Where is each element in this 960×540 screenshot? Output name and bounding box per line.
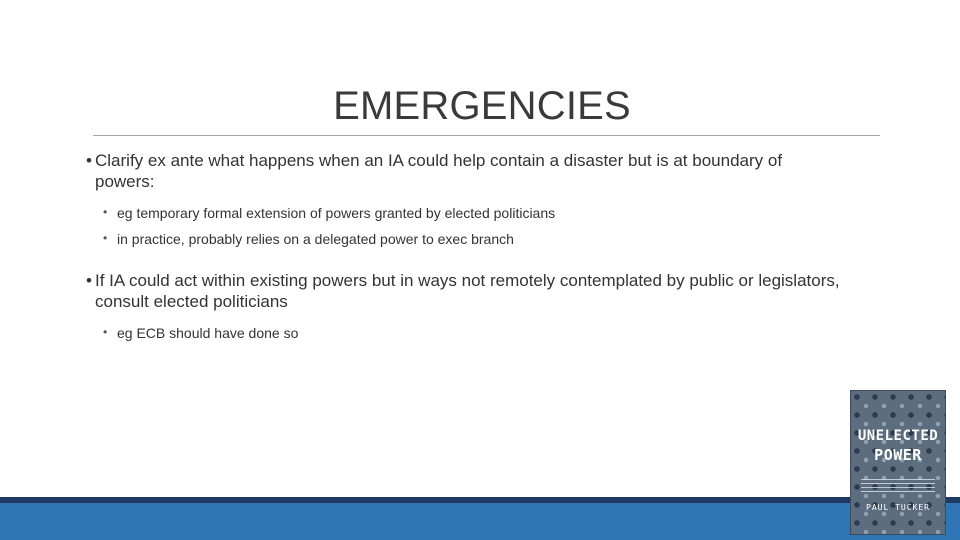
sub-bullet-1-2-text: in practice, probably relies on a delegated power to exec branch <box>117 231 514 247</box>
bullet-1-text: Clarify ex ante what happens when an IA could help contain a disaster but is at boundary of powers: <box>95 151 783 191</box>
book-title-line2: POWER <box>874 446 922 464</box>
bullet-2-sublist <box>86 323 846 343</box>
book-author: PAUL TUCKER <box>866 503 930 512</box>
bullet-mark: • <box>86 151 92 170</box>
bullet-2-text: If IA could act within existing powers but in ways not remotely contemplated by public or legislators, consult elected politicians <box>95 271 840 311</box>
sub-bullet-1-1-text: eg temporary formal extension of powers granted by elected politicians <box>117 205 556 221</box>
bullet-1-sublist <box>86 203 846 249</box>
bullet-spacer <box>86 255 846 270</box>
bullet-2 <box>86 270 846 312</box>
title-divider <box>93 135 880 136</box>
bullet-mark: • <box>86 271 92 290</box>
book-subtitle-lines <box>861 479 935 493</box>
book-cover-image <box>850 390 946 535</box>
bullet-1 <box>86 150 846 192</box>
sub-bullet-2-1 <box>86 323 846 343</box>
slide-title <box>0 82 960 130</box>
footer-bar <box>0 503 960 540</box>
sub-bullet-1-1 <box>86 203 846 223</box>
sub-bullet-mark: • <box>103 231 108 245</box>
book-title-line1: UNELECTED <box>857 428 939 444</box>
slide-title-text: EMERGENCIES <box>333 84 631 128</box>
sub-bullet-1-2 <box>86 229 846 249</box>
sub-bullet-2-1-text: eg ECB should have done so <box>117 325 299 341</box>
sub-bullet-mark: • <box>103 325 108 339</box>
slide-body <box>86 150 846 349</box>
sub-bullet-mark: • <box>103 205 108 219</box>
